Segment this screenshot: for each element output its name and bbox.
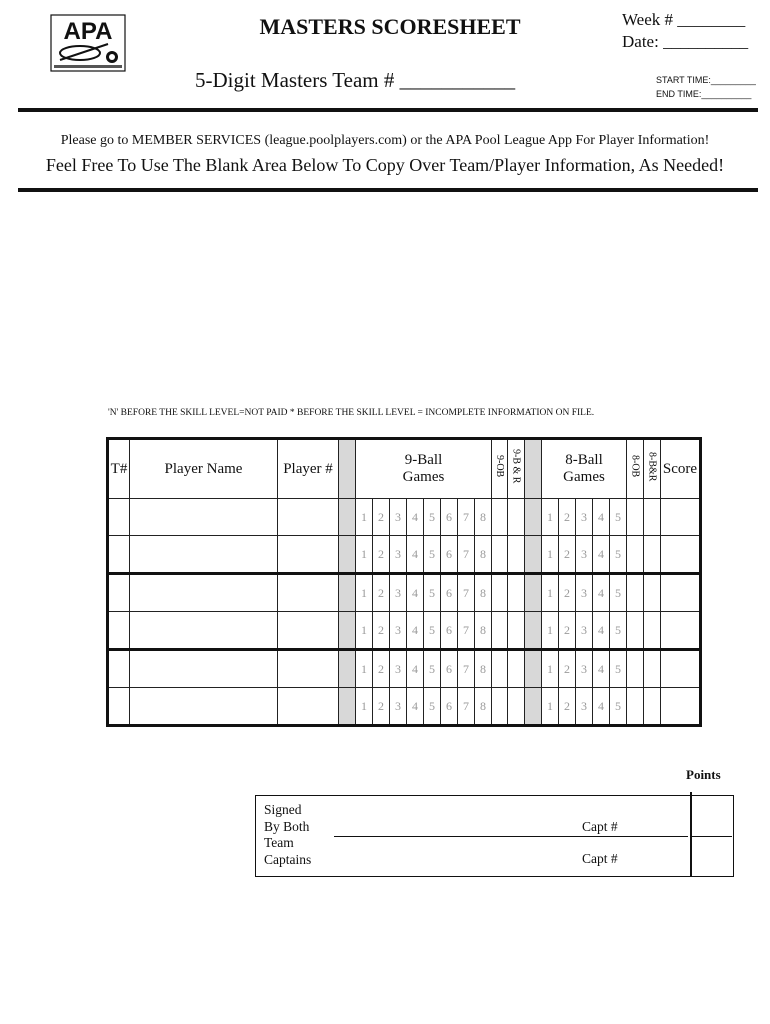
nine-ball-game-cell[interactable]: 6 bbox=[441, 612, 458, 650]
score-table bbox=[106, 437, 702, 727]
nine-ball-game-cell[interactable]: 4 bbox=[407, 650, 424, 688]
eight-ob-cell[interactable] bbox=[627, 574, 644, 612]
separator-cell bbox=[525, 536, 542, 574]
team-cell[interactable] bbox=[108, 536, 130, 574]
player-number-cell[interactable] bbox=[278, 650, 339, 688]
nine-ball-game-cell[interactable]: 8 bbox=[475, 650, 492, 688]
nine-ball-game-cell[interactable]: 7 bbox=[458, 499, 475, 536]
nine-br-cell[interactable] bbox=[508, 499, 525, 536]
eight-ball-game-cell[interactable]: 1 bbox=[542, 499, 559, 536]
player-row bbox=[108, 650, 701, 688]
nine-ball-game-cell[interactable]: 8 bbox=[475, 499, 492, 536]
eight-ob-cell[interactable] bbox=[627, 650, 644, 688]
player-number-cell[interactable] bbox=[278, 574, 339, 612]
score-cell[interactable] bbox=[661, 612, 701, 650]
score-cell[interactable] bbox=[661, 499, 701, 536]
header-eight-br: 8-B&R bbox=[644, 439, 661, 499]
eight-ball-game-cell[interactable]: 3 bbox=[576, 536, 593, 574]
nine-ball-game-cell[interactable]: 3 bbox=[390, 612, 407, 650]
separator-cell bbox=[339, 650, 356, 688]
player-row bbox=[108, 574, 701, 612]
eight-ball-game-cell[interactable]: 3 bbox=[576, 612, 593, 650]
header-nine-ball-games: 9-Ball Games bbox=[356, 439, 492, 499]
points-label: Points bbox=[686, 767, 721, 782]
team-cell[interactable] bbox=[108, 574, 130, 612]
header-nine-ob: 9-OB bbox=[492, 439, 508, 499]
eight-br-cell[interactable] bbox=[644, 612, 661, 650]
nine-ball-game-cell[interactable]: 6 bbox=[441, 574, 458, 612]
nine-ob-cell[interactable] bbox=[492, 536, 508, 574]
nine-ball-game-cell[interactable]: 5 bbox=[424, 499, 441, 536]
eight-ball-game-cell[interactable]: 5 bbox=[610, 612, 627, 650]
nine-ball-game-cell[interactable]: 1 bbox=[356, 499, 373, 536]
eight-ball-game-cell[interactable]: 5 bbox=[610, 574, 627, 612]
separator-cell bbox=[339, 688, 356, 726]
eight-ball-game-cell[interactable]: 5 bbox=[610, 650, 627, 688]
nine-ball-game-cell[interactable]: 3 bbox=[390, 499, 407, 536]
player-row bbox=[108, 536, 701, 574]
header-eight-ball-games: 8-Ball Games bbox=[542, 439, 627, 499]
nine-ball-game-cell[interactable]: 7 bbox=[458, 536, 475, 574]
nine-ball-game-cell[interactable]: 5 bbox=[424, 612, 441, 650]
player-number-cell[interactable] bbox=[278, 536, 339, 574]
nine-ball-game-cell[interactable]: 6 bbox=[441, 536, 458, 574]
nine-ball-game-cell[interactable]: 5 bbox=[424, 650, 441, 688]
player-row bbox=[108, 499, 701, 536]
score-cell[interactable] bbox=[661, 650, 701, 688]
eight-ball-game-cell[interactable]: 2 bbox=[559, 650, 576, 688]
nine-br-cell[interactable] bbox=[508, 574, 525, 612]
signed-by-label: Signed By Both Team Captains bbox=[264, 802, 312, 867]
nine-ball-game-cell[interactable]: 5 bbox=[424, 536, 441, 574]
nine-ball-game-cell[interactable]: 6 bbox=[441, 688, 458, 726]
nine-br-cell[interactable] bbox=[508, 612, 525, 650]
eight-ob-cell[interactable] bbox=[627, 612, 644, 650]
nine-br-cell[interactable] bbox=[508, 650, 525, 688]
score-cell[interactable] bbox=[661, 574, 701, 612]
eight-ball-game-cell[interactable]: 2 bbox=[559, 688, 576, 726]
member-services-notice: Please go to MEMBER SERVICES (league.poolplayers.com) or the APA Pool League App For Player Information! bbox=[60, 133, 710, 148]
points-divider bbox=[690, 792, 692, 877]
header-divider bbox=[18, 108, 758, 112]
player-row bbox=[108, 612, 701, 650]
nine-ball-game-cell[interactable]: 7 bbox=[458, 612, 475, 650]
player-name-cell[interactable] bbox=[130, 650, 278, 688]
eight-ball-game-cell[interactable]: 5 bbox=[610, 536, 627, 574]
nine-ball-game-cell[interactable]: 2 bbox=[373, 650, 390, 688]
eight-ball-game-cell[interactable]: 2 bbox=[559, 574, 576, 612]
eight-ball-game-cell[interactable]: 2 bbox=[559, 536, 576, 574]
nine-ball-game-cell[interactable]: 1 bbox=[356, 650, 373, 688]
team-cell[interactable] bbox=[108, 612, 130, 650]
notice-divider bbox=[18, 188, 758, 192]
eight-ball-game-cell[interactable]: 4 bbox=[593, 650, 610, 688]
nine-ball-game-cell[interactable]: 5 bbox=[424, 688, 441, 726]
eight-ball-game-cell[interactable]: 3 bbox=[576, 574, 593, 612]
start-time-field[interactable]: START TIME:_________ bbox=[656, 75, 756, 85]
nine-ob-cell[interactable] bbox=[492, 688, 508, 726]
separator-cell bbox=[525, 499, 542, 536]
svg-text:APA: APA bbox=[63, 18, 113, 45]
nine-ball-game-cell[interactable]: 8 bbox=[475, 688, 492, 726]
eight-ball-game-cell[interactable]: 3 bbox=[576, 499, 593, 536]
separator-cell bbox=[525, 612, 542, 650]
header-separator bbox=[339, 439, 356, 499]
eight-ball-game-cell[interactable]: 1 bbox=[542, 688, 559, 726]
header-t: T# bbox=[108, 439, 130, 499]
separator-cell bbox=[525, 650, 542, 688]
eight-ball-game-cell[interactable]: 2 bbox=[559, 499, 576, 536]
nine-ball-game-cell[interactable]: 3 bbox=[390, 650, 407, 688]
eight-ball-game-cell[interactable]: 1 bbox=[542, 536, 559, 574]
nine-ball-game-cell[interactable]: 2 bbox=[373, 688, 390, 726]
team-number-field[interactable]: 5-Digit Masters Team # ___________ bbox=[195, 68, 516, 92]
header-score: Score bbox=[661, 439, 701, 499]
nine-ball-game-cell[interactable]: 3 bbox=[390, 574, 407, 612]
nine-ball-game-cell[interactable]: 7 bbox=[458, 650, 475, 688]
player-name-cell[interactable] bbox=[130, 536, 278, 574]
score-cell[interactable] bbox=[661, 536, 701, 574]
captain-2-number[interactable]: Capt # bbox=[582, 851, 618, 866]
player-name-cell[interactable] bbox=[130, 499, 278, 536]
player-number-cell[interactable] bbox=[278, 612, 339, 650]
eight-ball-game-cell[interactable]: 2 bbox=[559, 612, 576, 650]
nine-ball-game-cell[interactable]: 4 bbox=[407, 612, 424, 650]
team-cell[interactable] bbox=[108, 688, 130, 726]
separator-cell bbox=[525, 688, 542, 726]
eight-ball-game-cell[interactable]: 3 bbox=[576, 650, 593, 688]
eight-br-cell[interactable] bbox=[644, 688, 661, 726]
nine-ob-cell[interactable] bbox=[492, 499, 508, 536]
nine-br-cell[interactable] bbox=[508, 536, 525, 574]
score-cell[interactable] bbox=[661, 688, 701, 726]
nine-ob-cell[interactable] bbox=[492, 612, 508, 650]
nine-ball-game-cell[interactable]: 1 bbox=[356, 688, 373, 726]
eight-br-cell[interactable] bbox=[644, 536, 661, 574]
page-title: MASTERS SCORESHEET bbox=[259, 14, 521, 39]
nine-ball-game-cell[interactable]: 8 bbox=[475, 574, 492, 612]
nine-br-cell[interactable] bbox=[508, 688, 525, 726]
player-number-cell[interactable] bbox=[278, 688, 339, 726]
player-name-cell[interactable] bbox=[130, 612, 278, 650]
week-field[interactable]: Week # ________ bbox=[622, 10, 746, 29]
separator-cell bbox=[339, 536, 356, 574]
eight-ball-game-cell[interactable]: 4 bbox=[593, 688, 610, 726]
nine-ball-game-cell[interactable]: 5 bbox=[424, 574, 441, 612]
nine-ball-game-cell[interactable]: 8 bbox=[475, 612, 492, 650]
eight-ball-game-cell[interactable]: 5 bbox=[610, 688, 627, 726]
nine-ball-game-cell[interactable]: 4 bbox=[407, 688, 424, 726]
eight-ball-game-cell[interactable]: 4 bbox=[593, 612, 610, 650]
nine-ob-cell[interactable] bbox=[492, 650, 508, 688]
team-cell[interactable] bbox=[108, 650, 130, 688]
eight-ball-game-cell[interactable]: 1 bbox=[542, 574, 559, 612]
skill-level-legend: 'N' BEFORE THE SKILL LEVEL=NOT PAID * BEFORE THE SKILL LEVEL = INCOMPLETE INFORMATION ON FILE. bbox=[108, 408, 595, 418]
nine-ball-game-cell[interactable]: 4 bbox=[407, 536, 424, 574]
date-field[interactable]: Date: __________ bbox=[622, 32, 749, 51]
header-player-number: Player # bbox=[278, 439, 339, 499]
eight-br-cell[interactable] bbox=[644, 499, 661, 536]
nine-ball-game-cell[interactable]: 1 bbox=[356, 574, 373, 612]
nine-ball-game-cell[interactable]: 3 bbox=[390, 536, 407, 574]
player-name-cell[interactable] bbox=[130, 574, 278, 612]
header-separator bbox=[525, 439, 542, 499]
nine-ob-cell[interactable] bbox=[492, 574, 508, 612]
nine-ball-game-cell[interactable]: 2 bbox=[373, 574, 390, 612]
eight-br-cell[interactable] bbox=[644, 650, 661, 688]
eight-ball-game-cell[interactable]: 3 bbox=[576, 688, 593, 726]
nine-ball-game-cell[interactable]: 2 bbox=[373, 536, 390, 574]
separator-cell bbox=[525, 574, 542, 612]
eight-ob-cell[interactable] bbox=[627, 536, 644, 574]
team-cell[interactable] bbox=[108, 499, 130, 536]
header-nine-br: 9-B & R bbox=[508, 439, 525, 499]
player-name-cell[interactable] bbox=[130, 688, 278, 726]
eight-ball-game-cell[interactable]: 4 bbox=[593, 574, 610, 612]
signature-line[interactable] bbox=[334, 836, 688, 837]
header-player-name: Player Name bbox=[130, 439, 278, 499]
nine-ball-game-cell[interactable]: 6 bbox=[441, 499, 458, 536]
eight-ball-game-cell[interactable]: 4 bbox=[593, 499, 610, 536]
blank-area-notice: Feel Free To Use The Blank Area Below To Copy Over Team/Player Information, As Needed! bbox=[45, 155, 725, 175]
player-row bbox=[108, 688, 701, 726]
eight-ob-cell[interactable] bbox=[627, 688, 644, 726]
nine-ball-game-cell[interactable]: 4 bbox=[407, 574, 424, 612]
eight-ball-game-cell[interactable]: 4 bbox=[593, 536, 610, 574]
eight-ball-game-cell[interactable]: 1 bbox=[542, 650, 559, 688]
nine-ball-game-cell[interactable]: 1 bbox=[356, 612, 373, 650]
nine-ball-game-cell[interactable]: 1 bbox=[356, 536, 373, 574]
nine-ball-game-cell[interactable]: 2 bbox=[373, 499, 390, 536]
captain-1-number[interactable]: Capt # bbox=[582, 819, 618, 834]
end-time-field[interactable]: END TIME:__________ bbox=[656, 89, 752, 99]
nine-ball-game-cell[interactable]: 3 bbox=[390, 688, 407, 726]
points-row-divider bbox=[690, 836, 732, 837]
nine-ball-game-cell[interactable]: 2 bbox=[373, 612, 390, 650]
eight-ball-game-cell[interactable]: 5 bbox=[610, 499, 627, 536]
header-eight-ob: 8-OB bbox=[627, 439, 644, 499]
nine-ball-game-cell[interactable]: 7 bbox=[458, 688, 475, 726]
nine-ball-game-cell[interactable]: 8 bbox=[475, 536, 492, 574]
eight-br-cell[interactable] bbox=[644, 574, 661, 612]
separator-cell bbox=[339, 499, 356, 536]
separator-cell bbox=[339, 612, 356, 650]
player-number-cell[interactable] bbox=[278, 499, 339, 536]
eight-ball-game-cell[interactable]: 1 bbox=[542, 612, 559, 650]
nine-ball-game-cell[interactable]: 7 bbox=[458, 574, 475, 612]
nine-ball-game-cell[interactable]: 4 bbox=[407, 499, 424, 536]
separator-cell bbox=[339, 574, 356, 612]
apa-logo bbox=[50, 14, 126, 72]
eight-ob-cell[interactable] bbox=[627, 499, 644, 536]
nine-ball-game-cell[interactable]: 6 bbox=[441, 650, 458, 688]
